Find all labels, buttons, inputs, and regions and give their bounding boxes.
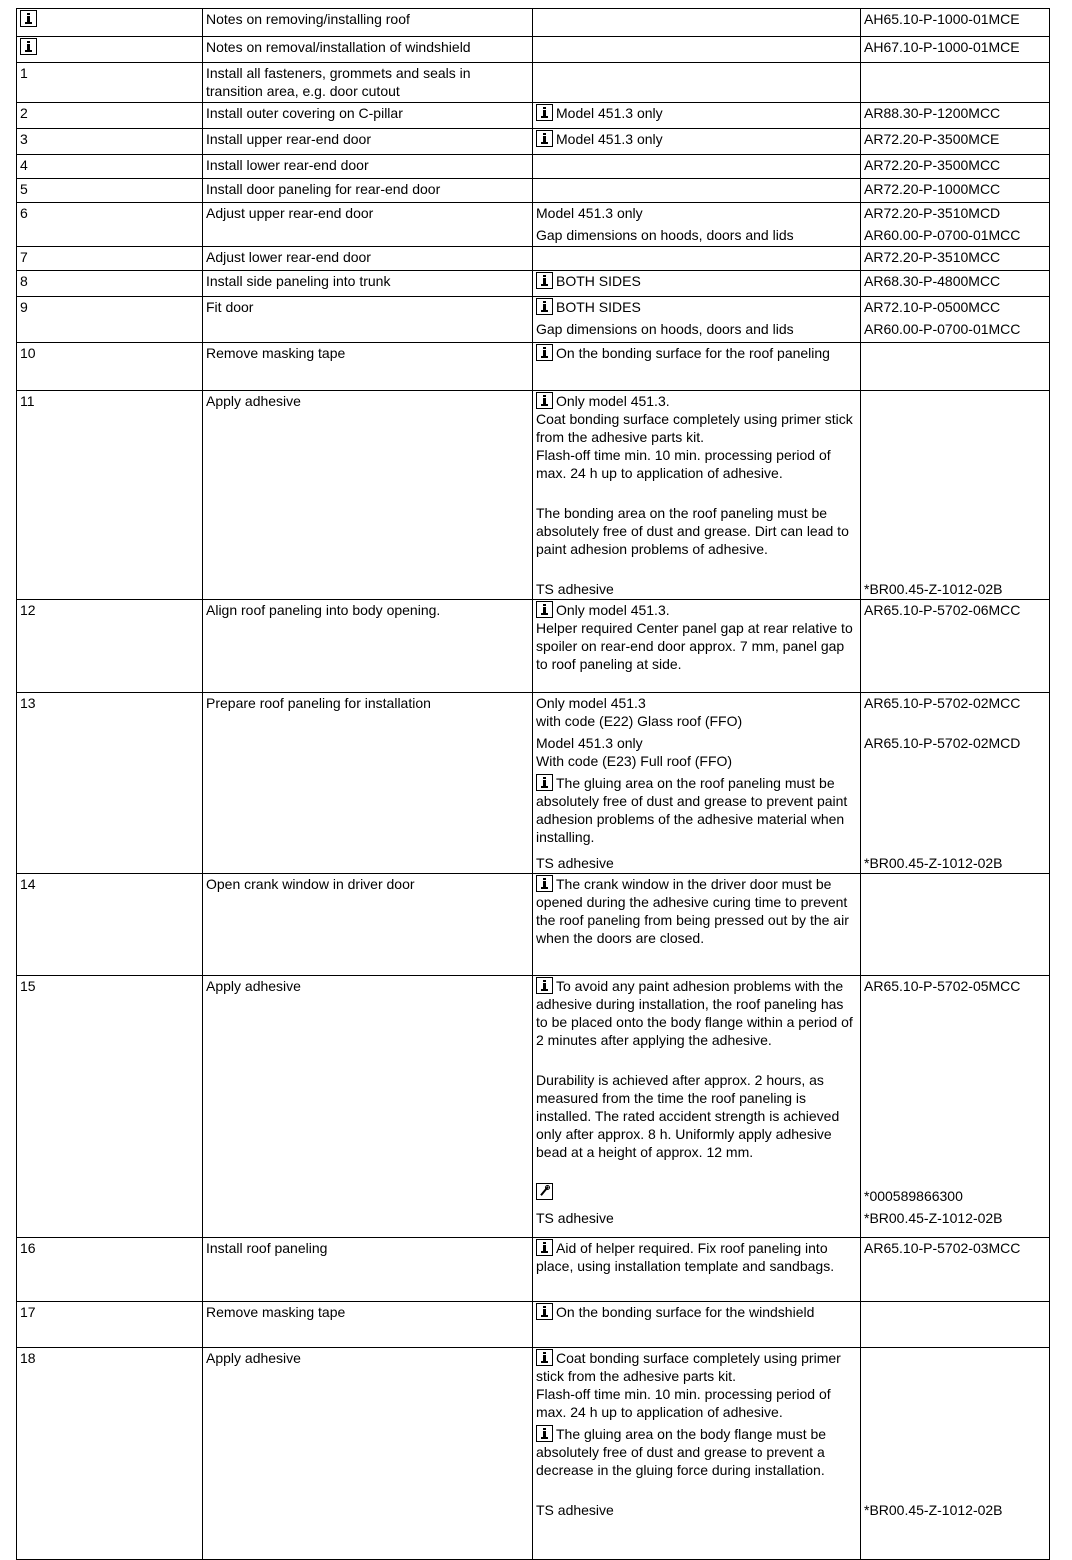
reference-code: *BR00.45-Z-1012-02B <box>864 581 1003 597</box>
reference-cell <box>861 155 1050 179</box>
reference-cell <box>861 271 1050 297</box>
info-icon <box>536 392 553 409</box>
reference-code: *BR00.45-Z-1012-02B <box>864 1210 1003 1226</box>
note-text: Coat bonding surface completely using primer stick from the adhesive parts kit. <box>536 1350 841 1384</box>
notes-cell <box>533 343 861 391</box>
step-cell <box>17 1348 203 1560</box>
table-row <box>17 155 1050 179</box>
note-block <box>536 1303 857 1321</box>
action-cell <box>203 103 533 129</box>
step-number: 10 <box>20 345 36 361</box>
action-text: Remove masking tape <box>206 345 346 361</box>
note-text: BOTH SIDES <box>556 273 641 289</box>
note-block <box>536 1183 857 1205</box>
info-icon <box>536 1303 553 1320</box>
reference-cell <box>861 9 1050 37</box>
notes-cell <box>533 63 861 103</box>
action-text: Install roof paneling <box>206 1240 328 1256</box>
note-block <box>536 298 857 316</box>
step-cell <box>17 9 203 37</box>
reference-cell <box>861 63 1050 103</box>
step-cell <box>17 297 203 343</box>
note-text: Only model 451.3. <box>556 602 670 618</box>
action-text: Apply adhesive <box>206 393 301 409</box>
procedure-table <box>16 8 1050 1560</box>
procedure-table-body <box>17 9 1050 1560</box>
reference-code: AR72.20-P-3510MCD <box>864 205 1001 221</box>
table-row <box>17 391 1050 600</box>
table-row <box>17 37 1050 63</box>
note-line: with code (E22) Glass roof (FFO) <box>536 713 743 729</box>
step-number: 11 <box>20 393 35 409</box>
action-cell <box>203 203 533 247</box>
step-number: 16 <box>20 1240 36 1256</box>
info-icon <box>536 1425 553 1442</box>
action-cell <box>203 9 533 37</box>
table-row <box>17 1302 1050 1348</box>
note-text: TS adhesive <box>536 1210 614 1226</box>
action-cell <box>203 391 533 600</box>
reference-block <box>864 1501 1046 1519</box>
info-icon <box>536 875 553 892</box>
action-text: Install side paneling into trunk <box>206 273 391 289</box>
notes-cell <box>533 9 861 37</box>
info-icon <box>536 130 553 147</box>
note-block <box>536 104 857 122</box>
reference-cell <box>861 129 1050 155</box>
notes-cell <box>533 179 861 203</box>
notes-cell <box>533 1348 861 1560</box>
note-block <box>536 392 857 500</box>
reference-cell <box>861 693 1050 874</box>
step-cell <box>17 1302 203 1348</box>
table-row <box>17 1348 1050 1560</box>
reference-code: AR72.20-P-3500MCE <box>864 131 1000 147</box>
note-block <box>536 1349 857 1421</box>
notes-cell <box>533 155 861 179</box>
note-text: To avoid any paint adhesion problems with the adhesive during installation, the roof paneling has to be placed onto the body flange within a period of 2 minutes after applying the adhesive. <box>536 978 853 1048</box>
info-icon <box>20 10 37 27</box>
reference-block <box>864 619 1046 691</box>
action-cell <box>203 247 533 271</box>
table-row <box>17 179 1050 203</box>
info-icon <box>536 344 553 361</box>
reference-block <box>864 694 1046 730</box>
table-row <box>17 693 1050 874</box>
reference-code: AR68.30-P-4800MCC <box>864 273 1001 289</box>
step-cell <box>17 343 203 391</box>
info-icon <box>536 272 553 289</box>
notes-cell <box>533 129 861 155</box>
reference-block <box>864 1349 1046 1421</box>
reference-block <box>864 392 1046 500</box>
reference-block <box>864 580 1046 598</box>
notes-cell <box>533 247 861 271</box>
reference-code: AR60.00-P-0700-01MCC <box>864 227 1021 243</box>
action-text: Notes on removal/installation of windshield <box>206 39 471 55</box>
note-text: BOTH SIDES <box>556 299 641 315</box>
note-text: Model 451.3 only <box>536 735 643 751</box>
action-text: Adjust upper rear-end door <box>206 205 374 221</box>
table-row <box>17 271 1050 297</box>
reference-code: AH65.10-P-1000-01MCE <box>864 11 1020 27</box>
reference-code: *BR00.45-Z-1012-02B <box>864 1502 1003 1518</box>
reference-cell <box>861 247 1050 271</box>
action-cell <box>203 1302 533 1348</box>
action-cell <box>203 343 533 391</box>
reference-code: *000589866300 <box>864 1188 963 1204</box>
note-block <box>536 734 857 770</box>
notes-cell <box>533 874 861 976</box>
reference-code: AR65.10-P-5702-03MCC <box>864 1240 1021 1256</box>
reference-block <box>864 977 1046 1067</box>
note-text: Model 451.3 only <box>556 105 663 121</box>
note-text: TS adhesive <box>536 855 614 871</box>
action-text: Align roof paneling into body opening. <box>206 602 441 618</box>
table-row <box>17 343 1050 391</box>
step-cell <box>17 1238 203 1302</box>
notes-cell <box>533 976 861 1238</box>
step-cell <box>17 203 203 247</box>
step-number: 3 <box>20 131 28 147</box>
reference-code: AR72.20-P-1000MCC <box>864 181 1001 197</box>
reference-block <box>864 504 1046 576</box>
reference-cell <box>861 37 1050 63</box>
note-text: On the bonding surface for the roof paneling <box>556 345 830 361</box>
reference-block <box>864 1183 1046 1205</box>
notes-cell <box>533 600 861 693</box>
action-text: Fit door <box>206 299 254 315</box>
note-text: TS adhesive <box>536 1502 614 1518</box>
action-cell <box>203 37 533 63</box>
note-block <box>536 1501 857 1519</box>
action-text: Prepare roof paneling for installation <box>206 695 431 711</box>
info-icon <box>536 1239 553 1256</box>
table-row <box>17 63 1050 103</box>
action-cell <box>203 1348 533 1560</box>
note-text: Aid of helper required. Fix roof paneling into place, using installation template and sandbags. <box>536 1240 835 1274</box>
reference-code: AR65.10-P-5702-02MCC <box>864 695 1021 711</box>
note-block <box>536 977 857 1067</box>
step-cell <box>17 976 203 1238</box>
notes-cell <box>533 103 861 129</box>
notes-cell <box>533 693 861 874</box>
action-cell <box>203 129 533 155</box>
reference-code: AR88.30-P-1200MCC <box>864 105 1001 121</box>
step-number: 14 <box>20 876 36 892</box>
action-text: Remove masking tape <box>206 1304 346 1320</box>
note-text: Gap dimensions on hoods, doors and lids <box>536 227 794 243</box>
info-icon <box>536 601 553 618</box>
reference-cell <box>861 391 1050 600</box>
note-line: With code (E23) Full roof (FFO) <box>536 753 733 769</box>
step-number: 17 <box>20 1304 36 1320</box>
notes-cell <box>533 203 861 247</box>
note-block <box>536 320 857 338</box>
note-line: Flash-off time min. 10 min. processing period of max. 24 h up to application of adhesive. <box>536 1386 831 1420</box>
action-text: Install door paneling for rear-end door <box>206 181 441 197</box>
note-block <box>536 1071 857 1179</box>
info-icon <box>20 38 37 55</box>
action-text: Adjust lower rear-end door <box>206 249 371 265</box>
step-cell <box>17 247 203 271</box>
note-block <box>536 875 857 947</box>
notes-cell <box>533 1238 861 1302</box>
step-number: 15 <box>20 978 36 994</box>
note-text: Only model 451.3. <box>556 393 670 409</box>
note-text: TS adhesive <box>536 581 614 597</box>
step-number: 8 <box>20 273 28 289</box>
step-cell <box>17 155 203 179</box>
reference-code: AR65.10-P-5702-06MCC <box>864 602 1021 618</box>
table-row <box>17 976 1050 1238</box>
step-cell <box>17 63 203 103</box>
reference-block <box>864 734 1046 770</box>
table-row <box>17 103 1050 129</box>
note-block <box>536 774 857 850</box>
reference-cell <box>861 600 1050 693</box>
reference-block <box>864 774 1046 850</box>
reference-block <box>864 854 1046 872</box>
reference-cell <box>861 179 1050 203</box>
info-icon <box>536 977 553 994</box>
step-cell <box>17 129 203 155</box>
step-cell <box>17 37 203 63</box>
note-line: Helper required Center panel gap at rear relative to spoiler on rear-end door approx. 7 mm, panel gap to roof paneling at side. <box>536 620 853 672</box>
note-text: The crank window in the driver door must be opened during the adhesive curing time to prevent the roof paneling from being pressed out by the air when the doors are closed. <box>536 876 849 946</box>
reference-cell <box>861 343 1050 391</box>
reference-code: AH67.10-P-1000-01MCE <box>864 39 1020 55</box>
tool-icon <box>536 1183 553 1200</box>
step-cell <box>17 693 203 874</box>
action-cell <box>203 874 533 976</box>
reference-cell <box>861 976 1050 1238</box>
note-text: On the bonding surface for the windshield <box>556 1304 815 1320</box>
step-cell <box>17 874 203 976</box>
step-number: 13 <box>20 695 36 711</box>
table-row <box>17 600 1050 693</box>
step-cell <box>17 391 203 600</box>
note-block <box>536 1209 857 1227</box>
note-text: The gluing area on the body flange must be absolutely free of dust and grease to prevent a decrease in the gluing force during installation. <box>536 1426 827 1478</box>
action-cell <box>203 1238 533 1302</box>
step-number: 6 <box>20 205 28 221</box>
action-text: Install all fasteners, grommets and seals in transition area, e.g. door cutout <box>206 65 471 99</box>
reference-cell <box>861 1302 1050 1348</box>
step-cell <box>17 179 203 203</box>
action-text: Apply adhesive <box>206 1350 301 1366</box>
note-text: Only model 451.3 <box>536 695 646 711</box>
notes-cell <box>533 271 861 297</box>
note-text: Durability is achieved after approx. 2 hours, as measured from the time the roof paneling is installed. The rated accident strength is achieved only after approx. 8 h. Uniformly apply adhesive bead at a height of approx. 12 mm. <box>536 1072 840 1160</box>
step-cell <box>17 600 203 693</box>
reference-cell <box>861 297 1050 343</box>
action-text: Open crank window in driver door <box>206 876 415 892</box>
table-row <box>17 1238 1050 1302</box>
info-icon <box>536 774 553 791</box>
reference-cell <box>861 1238 1050 1302</box>
note-line: Coat bonding surface completely using primer stick from the adhesive parts kit. <box>536 411 853 445</box>
notes-cell <box>533 1302 861 1348</box>
info-icon <box>536 104 553 121</box>
reference-code: AR72.20-P-3500MCC <box>864 157 1001 173</box>
info-icon <box>536 298 553 315</box>
action-text: Apply adhesive <box>206 978 301 994</box>
step-cell <box>17 103 203 129</box>
action-cell <box>203 976 533 1238</box>
note-text: Model 451.3 only <box>556 131 663 147</box>
note-text: The bonding area on the roof paneling must be absolutely free of dust and grease. Dirt can lead to paint adhesion problems of adhesive. <box>536 505 849 557</box>
table-row <box>17 203 1050 247</box>
action-cell <box>203 155 533 179</box>
reference-block <box>864 1071 1046 1179</box>
notes-cell <box>533 37 861 63</box>
action-text: Install lower rear-end door <box>206 157 369 173</box>
reference-cell <box>861 103 1050 129</box>
step-number: 2 <box>20 105 28 121</box>
table-row <box>17 247 1050 271</box>
action-cell <box>203 179 533 203</box>
reference-code: AR65.10-P-5702-02MCD <box>864 735 1021 751</box>
notes-cell <box>533 297 861 343</box>
note-line: Flash-off time min. 10 min. processing period of max. 24 h up to application of adhesive. <box>536 447 831 481</box>
note-text: Model 451.3 only <box>536 205 643 221</box>
note-block <box>536 130 857 148</box>
note-block <box>536 344 857 362</box>
note-block <box>536 580 857 598</box>
reference-code: AR60.00-P-0700-01MCC <box>864 321 1021 337</box>
step-number: 4 <box>20 157 28 173</box>
step-number: 9 <box>20 299 28 315</box>
reference-code: AR72.20-P-3510MCC <box>864 249 1001 265</box>
step-cell <box>17 271 203 297</box>
step-number: 7 <box>20 249 28 265</box>
table-row <box>17 129 1050 155</box>
action-cell <box>203 63 533 103</box>
note-block <box>536 272 857 290</box>
note-block <box>536 226 857 244</box>
action-cell <box>203 271 533 297</box>
reference-code: AR72.10-P-0500MCC <box>864 299 1001 315</box>
table-row <box>17 874 1050 976</box>
action-cell <box>203 600 533 693</box>
action-text: Install outer covering on C-pillar <box>206 105 403 121</box>
reference-block <box>864 1425 1046 1497</box>
note-text: The gluing area on the roof paneling must be absolutely free of dust and grease to prevent paint adhesion problems of the adhesive material when installing. <box>536 775 848 845</box>
note-text: Gap dimensions on hoods, doors and lids <box>536 321 794 337</box>
reference-code: *BR00.45-Z-1012-02B <box>864 855 1003 871</box>
table-row <box>17 9 1050 37</box>
action-text: Notes on removing/installing roof <box>206 11 410 27</box>
reference-cell <box>861 203 1050 247</box>
action-cell <box>203 297 533 343</box>
note-block <box>536 204 857 222</box>
reference-code: AR65.10-P-5702-05MCC <box>864 978 1021 994</box>
note-block <box>536 694 857 730</box>
reference-cell <box>861 874 1050 976</box>
step-number: 1 <box>20 65 28 81</box>
note-block <box>536 1239 857 1275</box>
reference-block <box>864 1209 1046 1227</box>
note-block <box>536 504 857 576</box>
notes-cell <box>533 391 861 600</box>
step-number: 12 <box>20 602 36 618</box>
action-cell <box>203 693 533 874</box>
note-block <box>536 854 857 872</box>
note-block <box>536 601 857 673</box>
reference-cell <box>861 1348 1050 1560</box>
step-number: 5 <box>20 181 28 197</box>
action-text: Install upper rear-end door <box>206 131 371 147</box>
step-number: 18 <box>20 1350 36 1366</box>
note-block <box>536 1425 857 1497</box>
table-row <box>17 297 1050 343</box>
info-icon <box>536 1349 553 1366</box>
